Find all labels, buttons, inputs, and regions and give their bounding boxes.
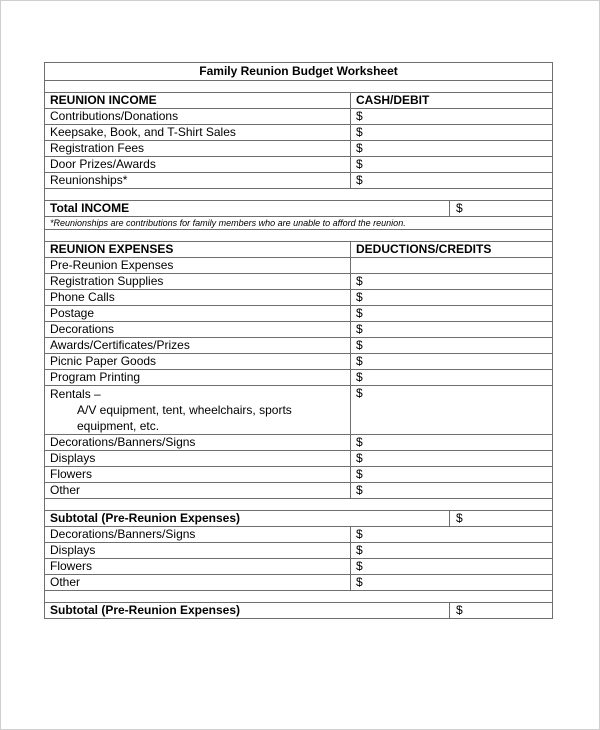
cash-debit-header: CASH/DEBIT xyxy=(351,93,553,109)
expense-item-label: Decorations/Banners/Signs xyxy=(45,527,351,543)
table-row xyxy=(45,435,553,451)
table-row xyxy=(45,451,553,467)
amount-cell[interactable]: $ xyxy=(351,386,553,435)
table-row xyxy=(45,322,553,338)
rentals-label: Rentals – xyxy=(50,387,101,401)
amount-cell[interactable]: $ xyxy=(351,543,553,559)
pre-reunion-section-label: Pre-Reunion Expenses xyxy=(45,258,351,274)
subtotal-amount[interactable]: $ xyxy=(450,603,553,619)
deductions-credits-header: DEDUCTIONS/CREDITS xyxy=(351,242,553,258)
amount-cell[interactable]: $ xyxy=(351,125,553,141)
table-row xyxy=(45,370,553,386)
income-item-label: Door Prizes/Awards xyxy=(45,157,351,173)
income-header: REUNION INCOME xyxy=(45,93,351,109)
subtotal-label: Subtotal (Pre-Reunion Expenses) xyxy=(45,511,450,527)
expense-item-label: Other xyxy=(45,575,351,591)
table-row xyxy=(45,157,553,173)
table-row xyxy=(45,543,553,559)
table-row xyxy=(45,338,553,354)
income-header-row xyxy=(45,93,553,109)
amount-cell[interactable]: $ xyxy=(351,467,553,483)
spacer-row xyxy=(45,499,553,511)
table-row xyxy=(45,354,553,370)
expense-item-label: Program Printing xyxy=(45,370,351,386)
amount-cell[interactable]: $ xyxy=(351,370,553,386)
table-row xyxy=(45,306,553,322)
spacer-row xyxy=(45,189,553,201)
amount-cell[interactable]: $ xyxy=(351,109,553,125)
table-row xyxy=(45,575,553,591)
total-income-label: Total INCOME xyxy=(45,201,450,217)
footnote-row xyxy=(45,217,553,230)
amount-cell[interactable]: $ xyxy=(351,527,553,543)
amount-cell[interactable]: $ xyxy=(351,306,553,322)
amount-cell[interactable]: $ xyxy=(351,435,553,451)
rentals-detail: A/V equipment, tent, wheelchairs, sports equipment, etc. xyxy=(77,403,292,433)
expense-item-label: Displays xyxy=(45,451,351,467)
amount-cell[interactable]: $ xyxy=(351,338,553,354)
rentals-row xyxy=(45,386,553,435)
table-row xyxy=(45,290,553,306)
subtotal-label: Subtotal (Pre-Reunion Expenses) xyxy=(45,603,450,619)
amount-cell[interactable]: $ xyxy=(351,141,553,157)
amount-cell[interactable]: $ xyxy=(351,274,553,290)
reunionships-footnote: *Reunionships are contributions for family members who are unable to afford the reunion. xyxy=(45,217,553,230)
amount-cell[interactable]: $ xyxy=(351,575,553,591)
expense-item-label: Decorations xyxy=(45,322,351,338)
income-item-label: Contributions/Donations xyxy=(45,109,351,125)
expenses-header: REUNION EXPENSES xyxy=(45,242,351,258)
income-item-label: Registration Fees xyxy=(45,141,351,157)
table-row xyxy=(45,141,553,157)
subtotal-row xyxy=(45,511,553,527)
budget-worksheet-table xyxy=(44,62,553,619)
section-row xyxy=(45,258,553,274)
subtotal-row xyxy=(45,603,553,619)
expense-item-label: Flowers xyxy=(45,559,351,575)
empty-cell xyxy=(351,258,553,274)
expenses-header-row xyxy=(45,242,553,258)
amount-cell[interactable]: $ xyxy=(351,451,553,467)
table-row xyxy=(45,483,553,499)
expense-item-label: Postage xyxy=(45,306,351,322)
table-row xyxy=(45,274,553,290)
amount-cell[interactable]: $ xyxy=(351,322,553,338)
expense-item-label: Phone Calls xyxy=(45,290,351,306)
spacer-row xyxy=(45,81,553,93)
total-income-amount[interactable]: $ xyxy=(450,201,553,217)
subtotal-amount[interactable]: $ xyxy=(450,511,553,527)
expense-item-label: Picnic Paper Goods xyxy=(45,354,351,370)
amount-cell[interactable]: $ xyxy=(351,157,553,173)
table-row xyxy=(45,109,553,125)
expense-item-label: Registration Supplies xyxy=(45,274,351,290)
amount-cell[interactable]: $ xyxy=(351,290,553,306)
table-row xyxy=(45,559,553,575)
worksheet-title: Family Reunion Budget Worksheet xyxy=(45,63,553,81)
amount-cell[interactable]: $ xyxy=(351,483,553,499)
amount-cell[interactable]: $ xyxy=(351,354,553,370)
expense-item-label: Decorations/Banners/Signs xyxy=(45,435,351,451)
income-item-label: Keepsake, Book, and T-Shirt Sales xyxy=(45,125,351,141)
amount-cell[interactable]: $ xyxy=(351,173,553,189)
income-item-label: Reunionships* xyxy=(45,173,351,189)
expense-item-label: Awards/Certificates/Prizes xyxy=(45,338,351,354)
table-row xyxy=(45,527,553,543)
rentals-cell xyxy=(45,386,351,435)
spacer-row xyxy=(45,591,553,603)
total-income-row xyxy=(45,201,553,217)
table-row xyxy=(45,125,553,141)
table-row xyxy=(45,173,553,189)
table-row xyxy=(45,467,553,483)
amount-cell[interactable]: $ xyxy=(351,559,553,575)
expense-item-label: Other xyxy=(45,483,351,499)
expense-item-label: Displays xyxy=(45,543,351,559)
expense-item-label: Flowers xyxy=(45,467,351,483)
spacer-row xyxy=(45,230,553,242)
title-row xyxy=(45,63,553,81)
